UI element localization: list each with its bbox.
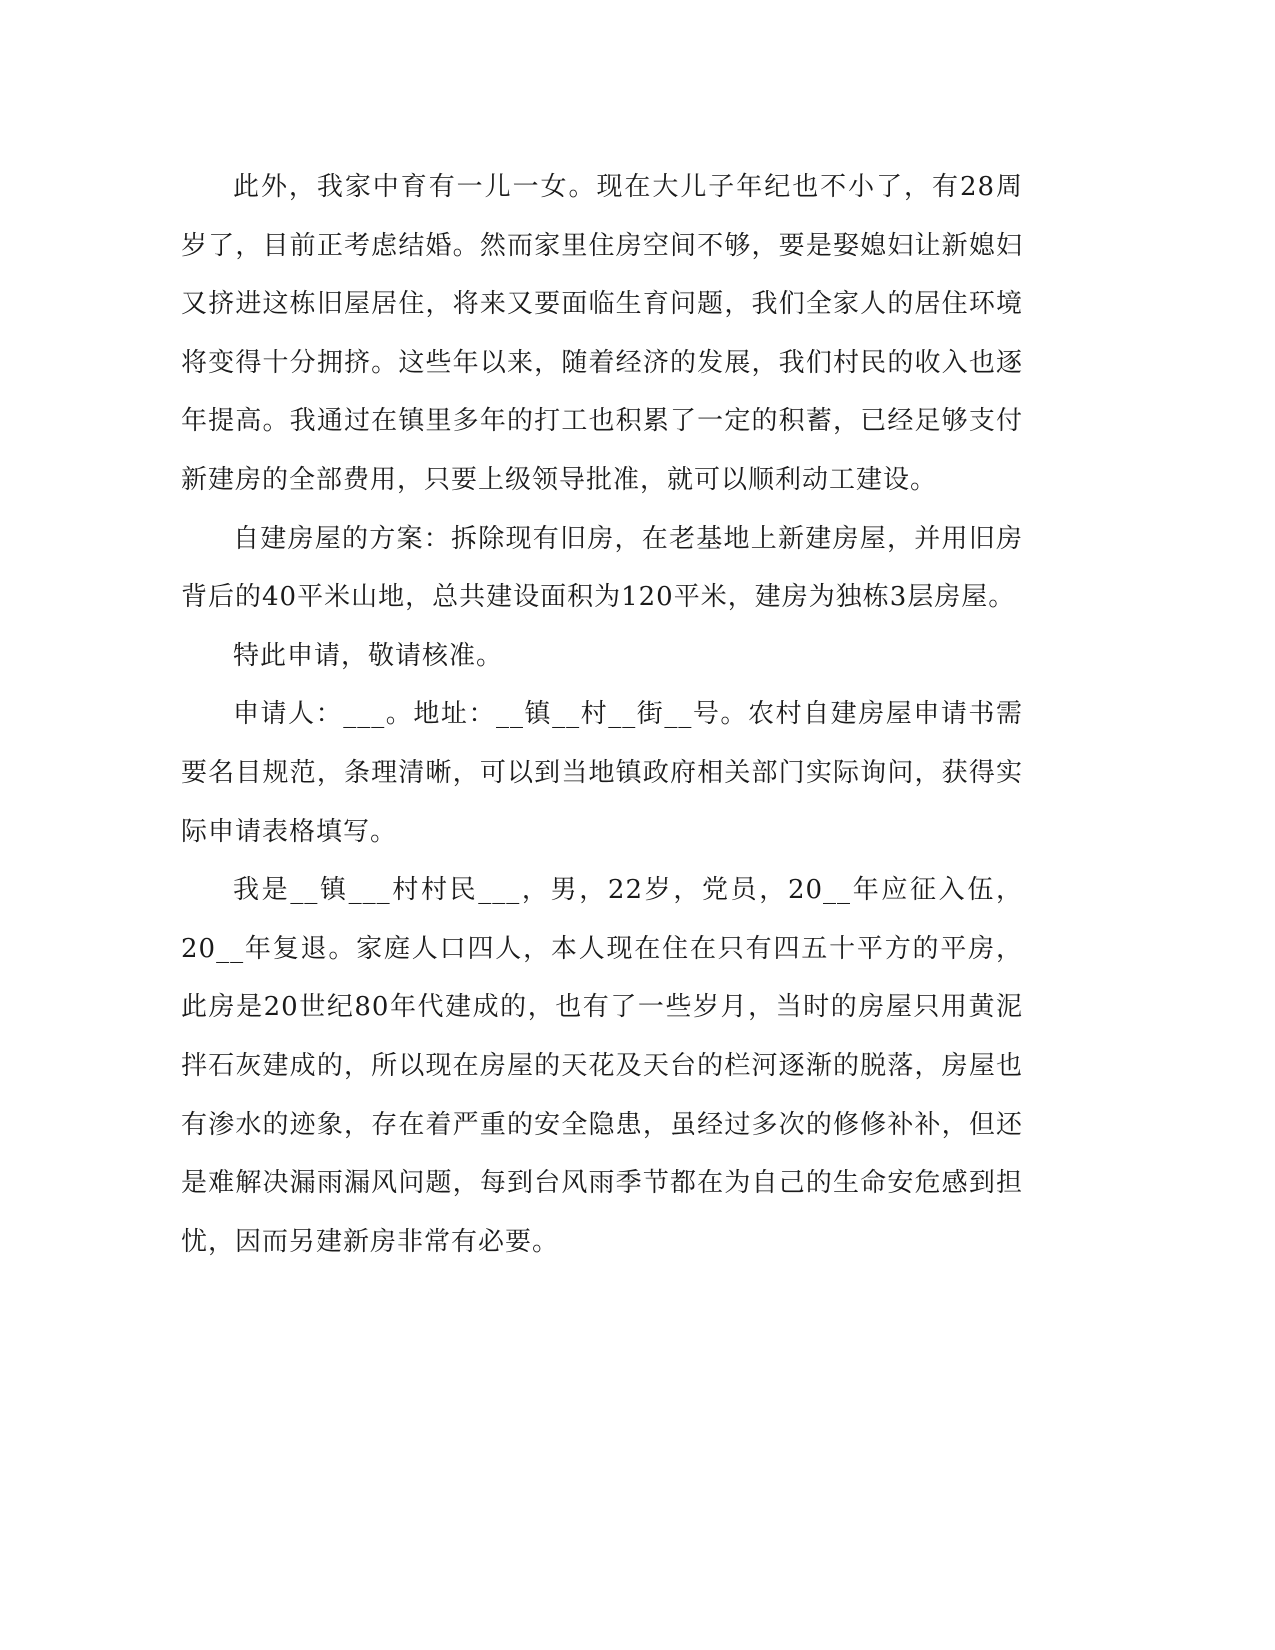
paragraph-request-approval: 特此申请，敬请核准。 (233, 640, 504, 671)
document-body (181, 158, 1023, 1271)
paragraph-applicant-info: 申请人：___。地址：__镇__村__街__号。农村自建房屋申请书需要名目规范，条理清晰，可以到当地镇政府相关部门实际询问，获得实际申请表格填写。 (181, 699, 1023, 847)
paragraph-housing-need: 此外，我家中育有一儿一女。现在大儿子年纪也不小了，有28周岁了，目前正考虑结婚。然而家里住房空间不够，要是娶媳妇让新媳妇又挤进这栋旧屋居住，将来又要面临生育问题，我们全家人的居住环境将变得十分拥挤。这些年以来，随着经济的发展，我们村民的收入也逐年提高。我通过在镇里多年的打工也积累了一定的积蓄，已经足够支付新建房的全部费用，只要上级领导批准，就可以顺利动工建设。 (181, 172, 1023, 495)
paragraph-construction-plan: 自建房屋的方案：拆除现有旧房，在老基地上新建房屋，并用旧房背后的40平米山地，总共建设面积为120平米，建房为独栋3层房屋。 (181, 523, 1023, 613)
paragraph-applicant-statement: 我是__镇___村村民___，男，22岁，党员，20__年应征入伍，20__年复退。家庭人口四人，本人现在住在只有四五十平方的平房，此房是20世纪80年代建成的，也有了一些岁月，当时的房屋只用黄泥拌石灰建成的，所以现在房屋的天花及天台的栏河逐渐的脱落，房屋也有渗水的迹象，存在着严重的安全隐患，虽经过多次的修修补补，但还是难解决漏雨漏风问题，每到台风雨季节都在为自己的生命安危感到担忧，因而另建新房非常有必要。 (181, 875, 1023, 1257)
